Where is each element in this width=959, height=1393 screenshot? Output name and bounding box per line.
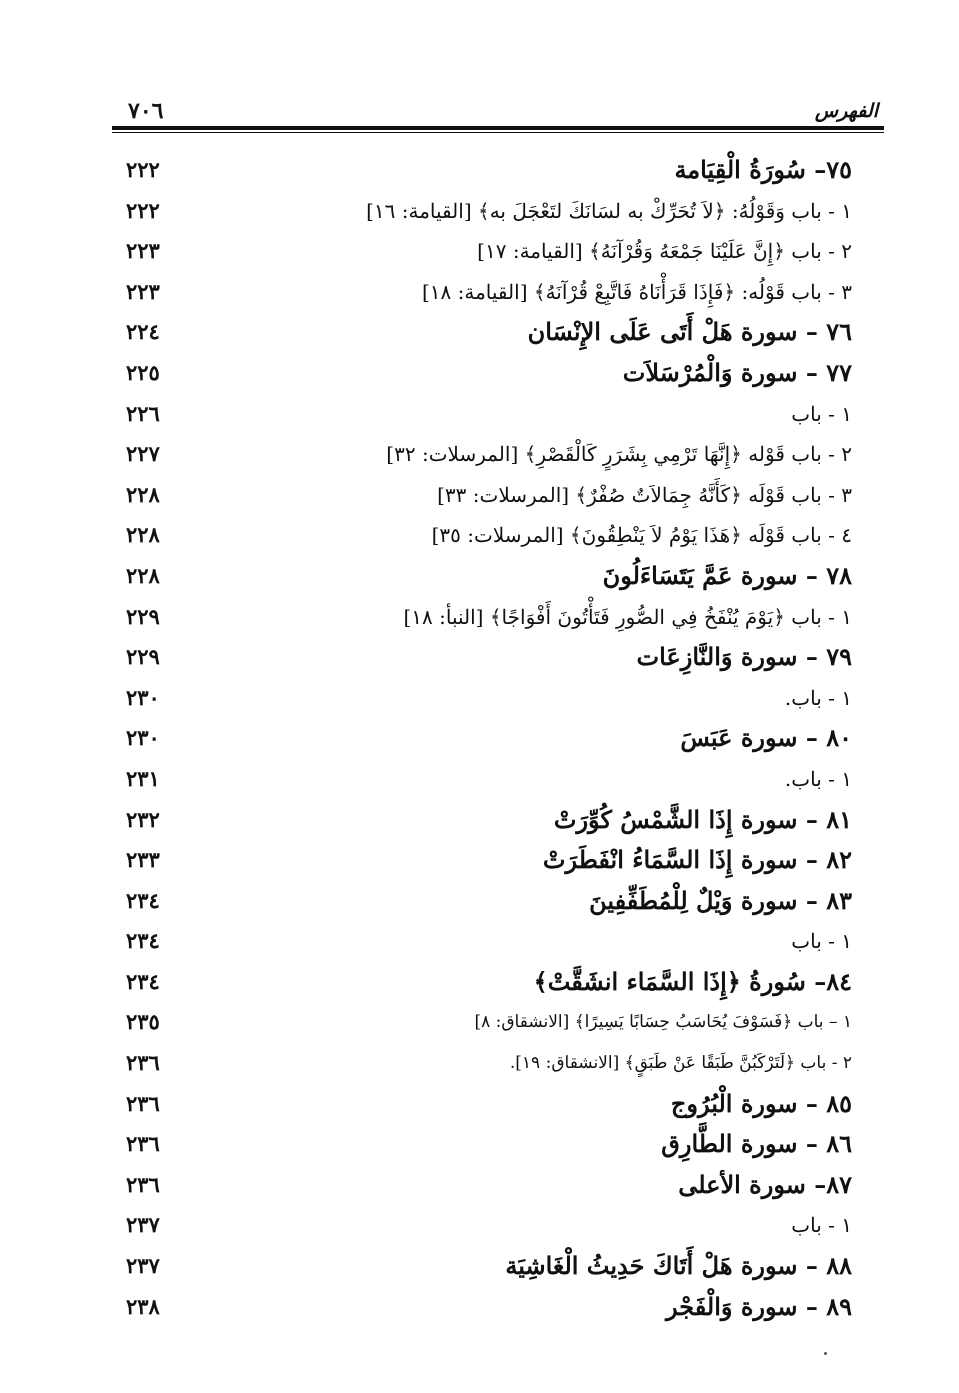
toc-page-number: ٢٢٣ [126, 238, 160, 264]
toc-page-number: ٢٢٩ [126, 644, 160, 670]
toc-chapter-entry: ٣ - باب قَوْلَه ﴿كَأَنَّهُ جِمَالاَتٌ صُفْرٌ﴾ [المرسلات: ٣٣] [437, 482, 852, 507]
toc-page-number: ٢٣٠ [126, 684, 160, 710]
toc-page-number: ٢٢٦ [126, 400, 160, 426]
toc-page-number: ٢٣٦ [126, 1171, 160, 1197]
toc-surah-title: ٧٧ – سورة وَالْمُرْسَلاَت [622, 357, 852, 387]
toc-page-number: ٢٣٥ [126, 1009, 160, 1035]
toc-row [110, 394, 852, 435]
toc-row [110, 637, 852, 678]
header-rule-thick [112, 126, 884, 130]
toc-surah-title: ٨١ – سورة إِذَا الشَّمْسُ كُوِّرَتْ [553, 804, 852, 834]
toc-page-number: ٢٢٨ [126, 481, 160, 507]
running-title: الفهرس [814, 100, 878, 122]
toc-page-number: ٢٣٤ [126, 968, 160, 994]
toc-row [110, 800, 852, 841]
toc-page-number: ٢٣٠ [126, 725, 160, 751]
toc-surah-title: ٨٠ – سورة عَبَسَ [680, 723, 852, 753]
toc-row [110, 231, 852, 272]
toc-row [110, 1287, 852, 1328]
toc-row [110, 1002, 852, 1043]
toc-page-number: ٢٢٣ [126, 278, 160, 304]
toc-page-number: ٢٣٨ [126, 1293, 160, 1319]
toc-row [110, 1246, 852, 1287]
page-speck [824, 1352, 827, 1355]
toc-page-number: ٢٢٤ [126, 319, 160, 345]
toc-surah-title: ٨٧– سورة الأعلى [678, 1169, 852, 1199]
toc-chapter-entry: ١ - باب [791, 1213, 852, 1238]
toc-surah-title: ٨٦ – سورة الطَّارِق [661, 1129, 852, 1159]
toc-page-number: ٢٢٢ [126, 157, 160, 182]
toc-chapter-entry: ٣ - باب قَوْلُه: ﴿فَإِذَا قَرَأْنَاهُ فَاتَّبِعْ قُرْآنَهُ﴾ [القيامة: ١٨] [421, 279, 852, 304]
toc-page-number: ٢٣٤ [126, 928, 160, 954]
toc-row [110, 840, 852, 881]
toc-page-number: ٢٢٥ [126, 359, 160, 385]
toc-page-number: ٢٣٦ [126, 1131, 160, 1157]
toc-chapter-entry: ١ - باب ﴿يَوْمَ يُنْفَخُ فِي الصُّورِ فَتَأْتُونَ أَفْوَاجًا﴾ [النبأ: ١٨] [403, 604, 852, 629]
toc-page-number: ٢٢٢ [126, 197, 160, 223]
toc-row [110, 1124, 852, 1165]
toc-row [110, 191, 852, 232]
toc-chapter-entry: ٢ - باب قَوْله ﴿إِنَّهَا تَرْمِي بِشَرَرٍ كَالْقَصْرِ﴾ [المرسلات: ٣٢] [386, 442, 852, 467]
toc-surah-title: ٧٦ – سورة هَلْ أَتَى عَلَى الإِنْسَان [527, 317, 852, 347]
page-header [112, 96, 884, 130]
toc-surah-title: ٧٥– سُورَةُ الْقِيَامة [674, 155, 852, 184]
toc-row [110, 434, 852, 475]
toc-chapter-entry: ٢ - باب ﴿لَتَرْكَبُنَّ طَبَقًا عَنْ طَبَقٍ﴾ [الانشقاق: ١٩]. [509, 1053, 852, 1074]
toc-row [110, 475, 852, 516]
toc-page-number: ٢٢٧ [126, 441, 160, 467]
toc-row [110, 1165, 852, 1206]
toc-row [110, 962, 852, 1003]
toc-surah-title: ٨٤– سُورةُ ﴿إِذَا السَّمَاء انشَقَّتْ﴾ [533, 966, 852, 996]
page-number: ٧٠٦ [128, 98, 164, 124]
toc-page-number: ٢٣٤ [126, 887, 160, 913]
toc-page-number: ٢٣٣ [126, 847, 160, 873]
toc-chapter-entry: ٢ - باب ﴿إِنَّ عَلَيْنَا جَمْعَهُ وَقُرْآنَهُ﴾ [القيامة: ١٧] [477, 239, 852, 264]
toc-surah-title: ٧٨ – سورة عَمَّ يَتَسَاءَلُونَ [602, 560, 852, 590]
toc-chapter-entry: ١ - باب. [784, 685, 852, 710]
toc-page-number: ٢٣١ [126, 765, 160, 791]
toc-page-number: ٢٣٧ [126, 1212, 160, 1238]
toc-row [110, 1084, 852, 1125]
toc-row [110, 718, 852, 759]
toc-surah-title: ٨٢ – سورة إِذَا السَّمَاءُ انْفَطَرَتْ [542, 845, 852, 875]
toc-row [110, 353, 852, 394]
toc-row [110, 597, 852, 638]
toc-row [110, 1205, 852, 1246]
toc-page-number: ٢٣٧ [126, 1253, 160, 1279]
toc-surah-title: ٨٥ – سورة الْبُرُوج [670, 1088, 852, 1118]
toc-row [110, 881, 852, 922]
toc-chapter-entry: ٤ - باب قَوْلَه ﴿هَذَا يَوْمُ لاَ يَنْطِقُونَ﴾ [المرسلات: ٣٥] [431, 523, 852, 548]
toc-row [110, 921, 852, 962]
toc-surah-title: ٨٩ – سورة وَالْفَجْر [666, 1291, 852, 1321]
toc-page-number: ٢٢٨ [126, 562, 160, 588]
toc-page-number: ٢٣٢ [126, 806, 160, 832]
header-rule-thin [112, 132, 884, 133]
toc-page-number: ٢٣٦ [126, 1050, 160, 1076]
toc-row [110, 150, 852, 191]
toc-row [110, 1043, 852, 1084]
toc-row [110, 556, 852, 597]
toc-row [110, 272, 852, 313]
toc-page-number: ٢٢٨ [126, 522, 160, 548]
toc-row [110, 759, 852, 800]
table-of-contents [110, 150, 852, 1327]
toc-row [110, 515, 852, 556]
toc-page-number: ٢٣٦ [126, 1090, 160, 1116]
toc-row [110, 678, 852, 719]
toc-chapter-entry: ١ - باب. [784, 766, 852, 791]
toc-row [110, 312, 852, 353]
toc-chapter-entry: ١ – باب ﴿فَسَوْفَ يُحَاسَبُ حِسَابًا يَسِيرًا﴾ [الانشقاق: ٨] [474, 1012, 852, 1033]
toc-chapter-entry: ١ - باب وَقَوْلُهُ: ﴿لاَ تُحَرِّكْ به لسَانَكَ لتَعْجَلَ به﴾ [القيامة: ١٦] [366, 198, 852, 223]
toc-page-number: ٢٢٩ [126, 603, 160, 629]
toc-chapter-entry: ١ - باب [791, 401, 852, 426]
toc-surah-title: ٨٣ – سورة وَيْلٌ لِلْمُطَفِّفِينَ [589, 885, 852, 915]
toc-chapter-entry: ١ - باب [791, 929, 852, 954]
toc-surah-title: ٧٩ – سورة وَالنَّازِعَات [636, 642, 852, 672]
toc-surah-title: ٨٨ – سورة هَلْ أَتَاكَ حَدِيثُ الْغَاشِيَة [505, 1251, 852, 1281]
